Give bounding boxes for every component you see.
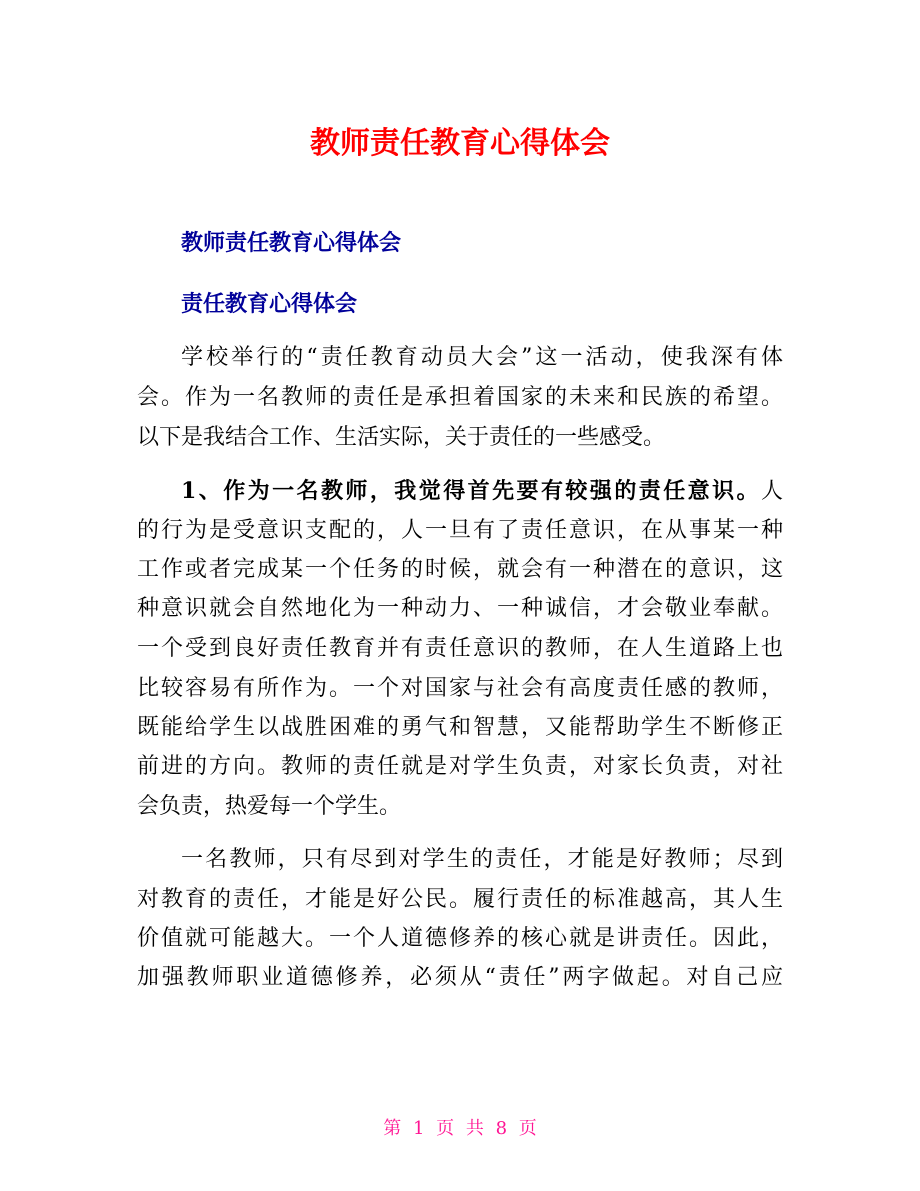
subheading: 教师责任教育心得体会 xyxy=(181,231,402,256)
paragraph-line: 一个受到良好责任教育并有责任意识的教师，在人生道路上也 xyxy=(137,636,783,661)
paragraph-line: 以下是我结合工作、生活实际，关于责任的一些感受。 xyxy=(137,425,666,450)
paragraph-line xyxy=(181,477,783,506)
paragraph-line: 价值就可能越大。一个人道德修养的核心就是讲责任。因此， xyxy=(137,926,783,951)
paragraph-line: 会。作为一名教师的责任是承担着国家的未来和民族的希望。 xyxy=(137,385,783,410)
paragraph-line: 加强教师职业道德修养，必须从“责任”两字做起。对自己应 xyxy=(137,965,783,990)
text: 人 xyxy=(760,479,783,504)
paragraph-line: 一名教师，只有尽到对学生的责任，才能是好教师；尽到 xyxy=(181,847,783,872)
paragraph-line: 学校举行的“责任教育动员大会”这一活动，使我深有体 xyxy=(181,345,783,370)
paragraph-line: 工作或者完成某一个任务的时候，就会有一种潜在的意识，这 xyxy=(137,557,783,582)
paragraph-line: 的行为是受意识支配的，人一旦有了责任意识，在从事某一种 xyxy=(137,518,783,543)
page-footer: 第 1 页 共 8 页 xyxy=(383,1118,537,1139)
paragraph-line: 前进的方向。教师的责任就是对学生负责，对家长负责，对社 xyxy=(137,754,783,779)
bold-point: 1、作为一名教师，我觉得首先要有较强的责任意识。 xyxy=(181,478,761,504)
paragraph-line: 比较容易有所作为。一个对国家与社会有高度责任感的教师， xyxy=(137,676,783,701)
paragraph-line: 种意识就会自然地化为一种动力、一种诚信，才会敬业奉献。 xyxy=(137,596,783,621)
subheading: 责任教育心得体会 xyxy=(181,292,358,317)
paragraph-line: 既能给学生以战胜困难的勇气和智慧，又能帮助学生不断修正 xyxy=(137,715,783,740)
paragraph-line: 会负责，热爱每一个学生。 xyxy=(137,794,402,819)
paragraph-line: 对教育的责任，才能是好公民。履行责任的标准越高，其人生 xyxy=(137,887,783,912)
document-title: 教师责任教育心得体会 xyxy=(310,126,610,161)
